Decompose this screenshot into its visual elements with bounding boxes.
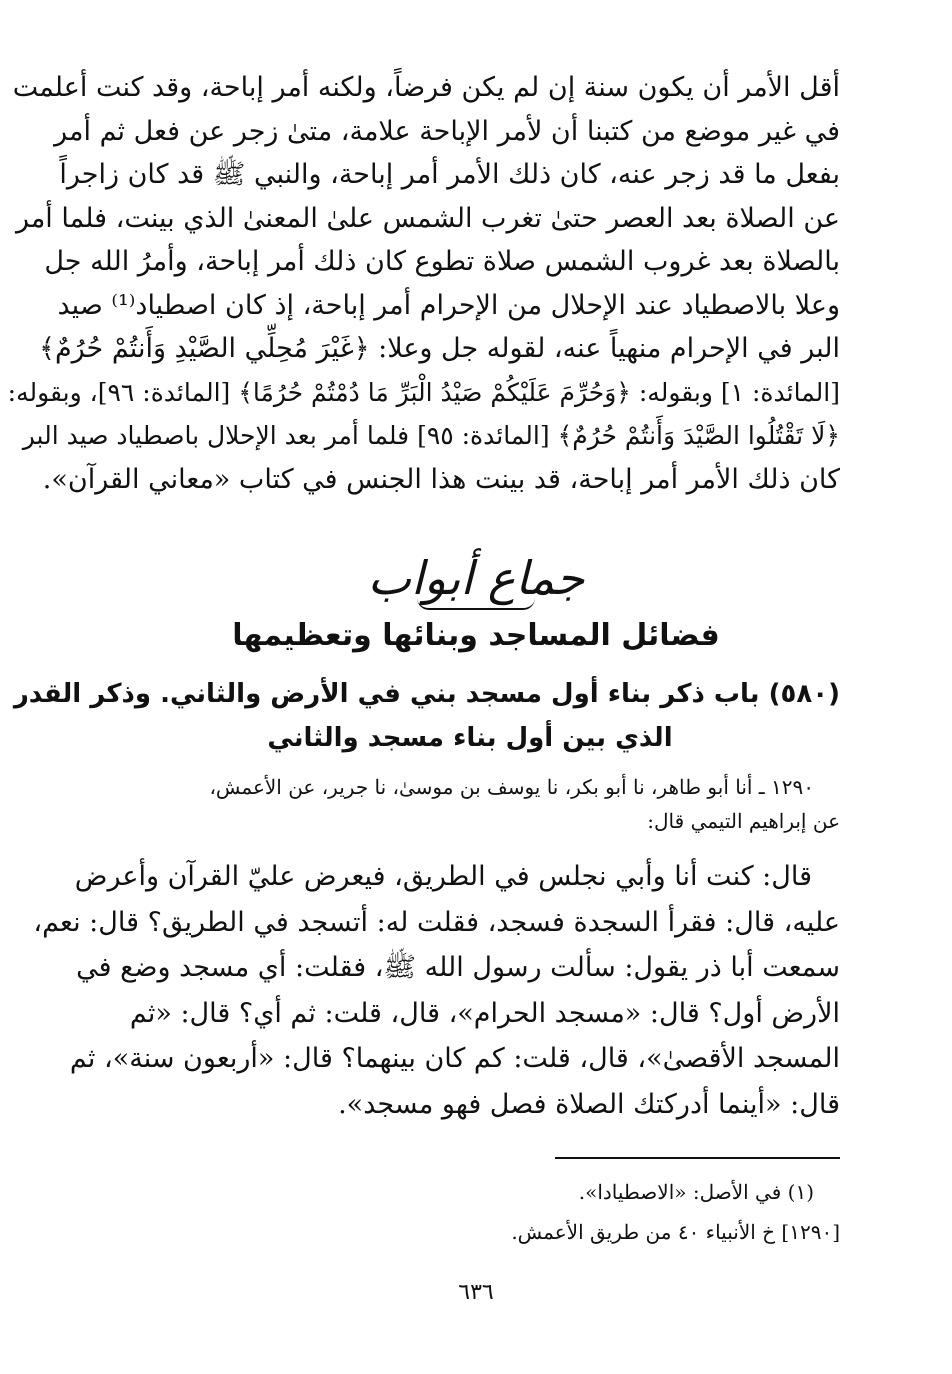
section-title-text: جماع أبواب: [367, 551, 585, 605]
hadith-text: [33, 854, 840, 1127]
footnote: (١) في الأصل: «الاصطيادا».: [578, 1180, 814, 1204]
text-line: في غير موضع من كتبنا أن لأمر الإباحة علامة، متىٰ زجر عن فعل ثم أمر: [54, 115, 840, 147]
text-line: قال: كنت أنا وأبي نجلس في الطريق، فيعرض عليّ القرآن وأعرض: [74, 861, 812, 892]
text-line: عن الصلاة بعد العصر حتىٰ تغرب الشمس علىٰ المعنىٰ الذي بينت، فلما أمر: [15, 202, 840, 234]
isnad-line: ١٢٩٠ ـ أنا أبو طاهر، نا أبو بكر، نا يوسف بن موسىٰ، نا جرير، عن الأعمش،: [209, 775, 814, 799]
footnote: [١٢٩٠] خ الأنبياء ٤٠ من طريق الأعمش.: [511, 1220, 840, 1244]
text-line: [المائدة: ١] وبقوله: ﴿وَحُرِّمَ عَلَيْكُمْ صَيْدُ الْبَرِّ مَا دُمْتُمْ حُرُمًا﴾ [المائدة: ٩٦]، وبقوله:: [7, 377, 840, 407]
text-line: الأرض أول؟ قال: «مسجد الحرام»، قال، قلت: ثم أي؟ قال: «ثم: [129, 997, 840, 1029]
text-line: أقل الأمر أن يكون سنة إن لم يكن فرضاً، ولكنه أمر إباحة، وقد كنت أعلمت: [12, 72, 840, 103]
isnad-line: عن إبراهيم التيمي قال:: [647, 809, 840, 833]
footnote-divider: [555, 1157, 840, 1159]
text-line: البر في الإحرام منهياً عنه، لقوله جل وعلا: ﴿غَيْرَ مُحِلِّي الصَّيْدِ وَأَنتُمْ حُرُمٌ﴾: [39, 333, 840, 364]
section-title: [0, 548, 952, 610]
text-line: سمعت أبا ذر يقول: سألت رسول الله ﷺ، فقلت: أي مسجد وضع في: [76, 952, 840, 983]
text-line: ﴿لَا تَقْتُلُوا الصَّيْدَ وَأَنتُمْ حُرُمٌ﴾ [المائدة: ٩٥] فلما أمر بعد الإحلال باصطياد صيد البر: [22, 421, 840, 450]
intro-paragraph: [7, 66, 840, 501]
text-line: بفعل ما قد زجر عنه، كان ذلك الأمر أمر إباحة، والنبي ﷺ قد كان زاجراً: [59, 159, 840, 190]
text-line: المسجد الأقصىٰ»، قال، قلت: كم كان بينهما؟ قال: «أربعون سنة»، ثم: [69, 1043, 840, 1074]
isnad: [100, 770, 840, 838]
chapter-heading: فضائل المساجد وبنائها وتعظيمها: [232, 618, 720, 653]
chapter-title-line: (٥٨٠) باب ذكر بناء أول مسجد بني في الأرض والثاني. وذكر القدر: [13, 679, 840, 709]
chapter-title-line: الذي بين أول بناء مسجد والثاني: [267, 723, 673, 753]
footnotes: [100, 1172, 840, 1252]
text-line: كان ذلك الأمر أمر إباحة، قد بينت هذا الجنس في كتاب «معاني القرآن».: [42, 463, 840, 495]
text-line: وعلا بالاصطياد عند الإحلال من الإحرام أمر إباحة، إذ كان اصطياد⁽¹⁾ صيد: [57, 289, 840, 321]
text-line: بالصلاة بعد غروب الشمس صلاة تطوع كان ذلك أمر إباحة، وأمرُ الله جل: [44, 246, 840, 277]
chapter-title: [13, 672, 840, 760]
text-line: عليه، قال: فقرأ السجدة فسجد، فقلت له: أتسجد في الطريق؟ قال: نعم،: [33, 906, 840, 938]
page-number: ٦٣٦: [458, 1280, 494, 1305]
text-line: قال: «أينما أدركتك الصلاة فصل فهو مسجد».: [338, 1088, 840, 1120]
